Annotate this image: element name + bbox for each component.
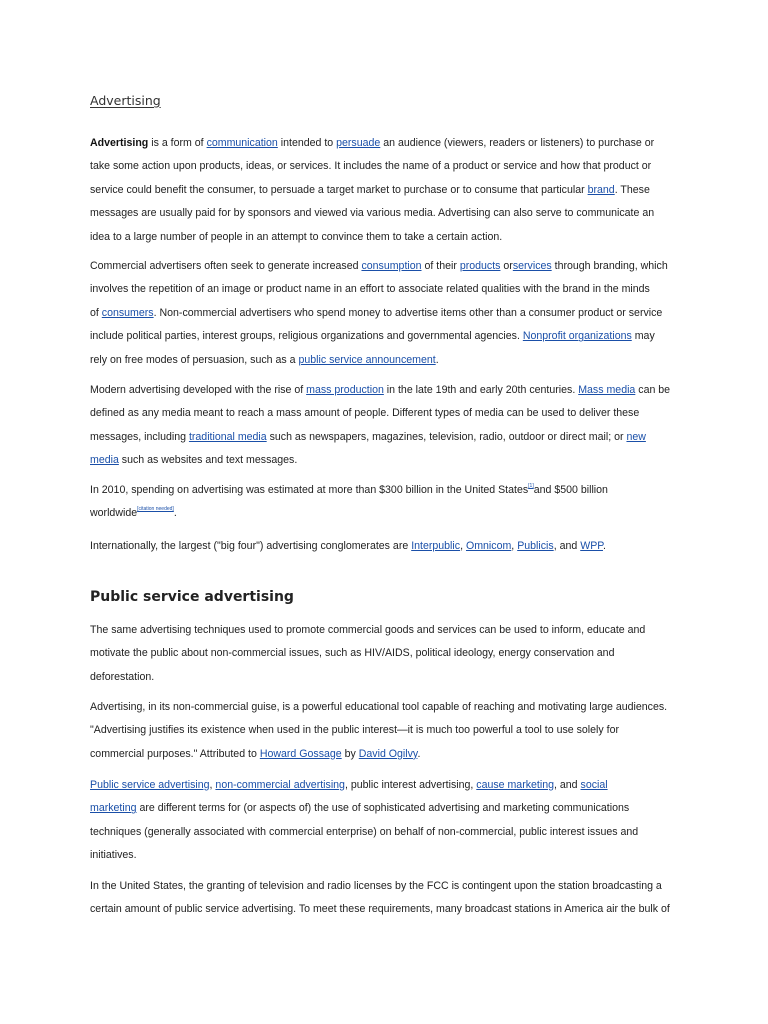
text: by xyxy=(341,747,359,760)
text-line: techniques (generally associated with commercial enterprise) on behalf of non-commercial, public interest issues and xyxy=(90,825,639,838)
link-social-marketing-part2[interactable]: marketing xyxy=(90,802,137,815)
text-line: The same advertising techniques used to promote commercial goods and services can be used to inform, educate and xyxy=(90,624,646,636)
modern-paragraph xyxy=(90,379,680,473)
link-publicis[interactable]: Publicis xyxy=(517,540,554,552)
text: Modern advertising developed with the rise of xyxy=(90,384,307,396)
psa-paragraph-1 xyxy=(90,619,680,689)
spending-paragraph xyxy=(90,479,680,526)
link-traditional-media[interactable]: traditional media xyxy=(188,430,267,443)
text: , and xyxy=(554,779,581,791)
text: such as newspapers, magazines, television, radio, outdoor or direct mail; or xyxy=(266,430,627,443)
text: such as websites and text messages. xyxy=(118,454,298,467)
text: or xyxy=(500,260,513,272)
link-interpublic[interactable]: Interpublic xyxy=(411,540,461,552)
bold-term: Advertising xyxy=(90,137,149,149)
text: and $500 billion xyxy=(533,484,608,496)
link-social-marketing-part1[interactable]: social xyxy=(580,779,608,791)
text-line: initiatives. xyxy=(90,849,137,862)
text: an audience (viewers, readers or listeners) to purchase or xyxy=(380,137,655,149)
link-non-commercial-advertising[interactable]: non-commercial advertising xyxy=(215,779,345,791)
text: service could benefit the consumer, to persuade a target market to purchase or to consume that particular xyxy=(90,183,588,196)
text: in the late 19th and early 20th centuries. xyxy=(383,384,579,396)
link-public-service-announcement[interactable]: public service announcement xyxy=(298,353,436,366)
link-consumers[interactable]: consumers xyxy=(101,306,154,319)
text: Internationally, the largest ("big four") advertising conglomerates are xyxy=(90,540,412,552)
text: of their xyxy=(421,260,460,272)
text: commercial purposes." Attributed to xyxy=(90,747,260,760)
link-consumption[interactable]: consumption xyxy=(361,260,422,272)
link-david-ogilvy[interactable]: David Ogilvy xyxy=(358,747,418,760)
text: intended to xyxy=(277,137,337,149)
link-communication[interactable]: communication xyxy=(206,137,278,149)
text: , and xyxy=(553,540,581,552)
link-public-service-advertising[interactable]: Public service advertising xyxy=(90,779,210,791)
link-mass-media[interactable]: Mass media xyxy=(578,384,636,396)
text: through branding, which xyxy=(551,260,668,272)
link-products[interactable]: products xyxy=(459,260,501,272)
text-line: messages are usually paid for by sponsors and viewed via various media. Advertising can also serve to communicate an xyxy=(90,207,655,220)
text: are different terms for (or aspects of) the use of sophisticated advertising and marketing communications xyxy=(136,802,630,815)
text: worldwide xyxy=(90,507,138,520)
text: , xyxy=(460,540,466,552)
link-omnicom[interactable]: Omnicom xyxy=(465,540,512,552)
link-howard-gossage[interactable]: Howard Gossage xyxy=(259,747,342,760)
link-new-media-part1[interactable]: new xyxy=(626,430,646,443)
link-services[interactable]: services xyxy=(512,260,552,272)
text: can be xyxy=(635,384,671,396)
text-line: deforestation. xyxy=(90,670,155,683)
link-wpp[interactable]: WPP xyxy=(580,540,603,552)
text: may xyxy=(631,330,655,343)
text: . xyxy=(417,747,421,760)
page-title: Advertising xyxy=(90,93,161,108)
link-persuade[interactable]: persuade xyxy=(336,137,381,149)
text: messages, including xyxy=(90,430,189,443)
text-line: idea to a large number of people in an attempt to convince them to take a certain action. xyxy=(90,230,503,243)
link-nonprofit-organizations[interactable]: Nonprofit organizations xyxy=(522,330,632,343)
text-line: take some action upon products, ideas, or services. It includes the name of a product or service and how that product or xyxy=(90,160,652,173)
text: , public interest advertising, xyxy=(344,779,477,791)
section-heading-public-service: Public service advertising xyxy=(90,589,294,605)
link-cause-marketing[interactable]: cause marketing xyxy=(476,779,554,791)
text: , xyxy=(511,540,518,552)
text: . These xyxy=(614,183,650,196)
text-line: motivate the public about non-commercial issues, such as HIV/AIDS, political ideology, energy conservation and xyxy=(90,647,615,660)
text: , xyxy=(209,779,216,791)
psa-paragraph-2 xyxy=(90,696,680,766)
reference-link[interactable]: [1] xyxy=(528,483,534,489)
text-line: defined as any media meant to reach a mass amount of people. Different types of media can be used to deliver these xyxy=(90,407,640,420)
text: is a form of xyxy=(148,137,207,149)
text-line: Advertising, in its non-commercial guise, is a powerful educational tool capable of reaching and motivating large audiences. xyxy=(90,701,668,713)
text: Commercial advertisers often seek to generate increased xyxy=(90,260,362,272)
link-brand[interactable]: brand xyxy=(587,183,615,196)
psa-paragraph-3 xyxy=(90,774,680,868)
text-line: certain amount of public service advertising. To meet these requirements, many broadcast stations in America air the bulk of xyxy=(90,903,670,916)
psa-paragraph-4 xyxy=(90,875,680,922)
conglomerates-paragraph xyxy=(90,535,680,558)
text: . xyxy=(602,540,606,552)
text: . xyxy=(435,353,439,366)
citation-needed-link[interactable]: [citation needed] xyxy=(137,506,174,513)
intro-paragraph xyxy=(90,132,680,249)
text: rely on free modes of persuasion, such as a xyxy=(90,353,299,366)
text: of xyxy=(90,306,102,319)
text-line: "Advertising justifies its existence when used in the public interest—it is much too powerful a tool to use solely for xyxy=(90,724,619,737)
commercial-paragraph xyxy=(90,255,680,372)
link-mass-production[interactable]: mass production xyxy=(306,384,384,396)
text-line: involves the repetition of an image or product name in an effort to associate related qualities with the brand in the minds xyxy=(90,283,650,296)
text: . xyxy=(173,507,177,520)
link-new-media-part2[interactable]: media xyxy=(90,454,119,467)
text: In 2010, spending on advertising was estimated at more than $300 billion in the United States xyxy=(90,484,529,496)
text-line: In the United States, the granting of television and radio licenses by the FCC is contingent upon the station broadcasting a xyxy=(90,880,662,892)
text: . Non-commercial advertisers who spend money to advertise items other than a consumer product or service xyxy=(153,306,663,319)
text: include political parties, interest groups, religious organizations and governmental agencies. xyxy=(90,330,523,343)
